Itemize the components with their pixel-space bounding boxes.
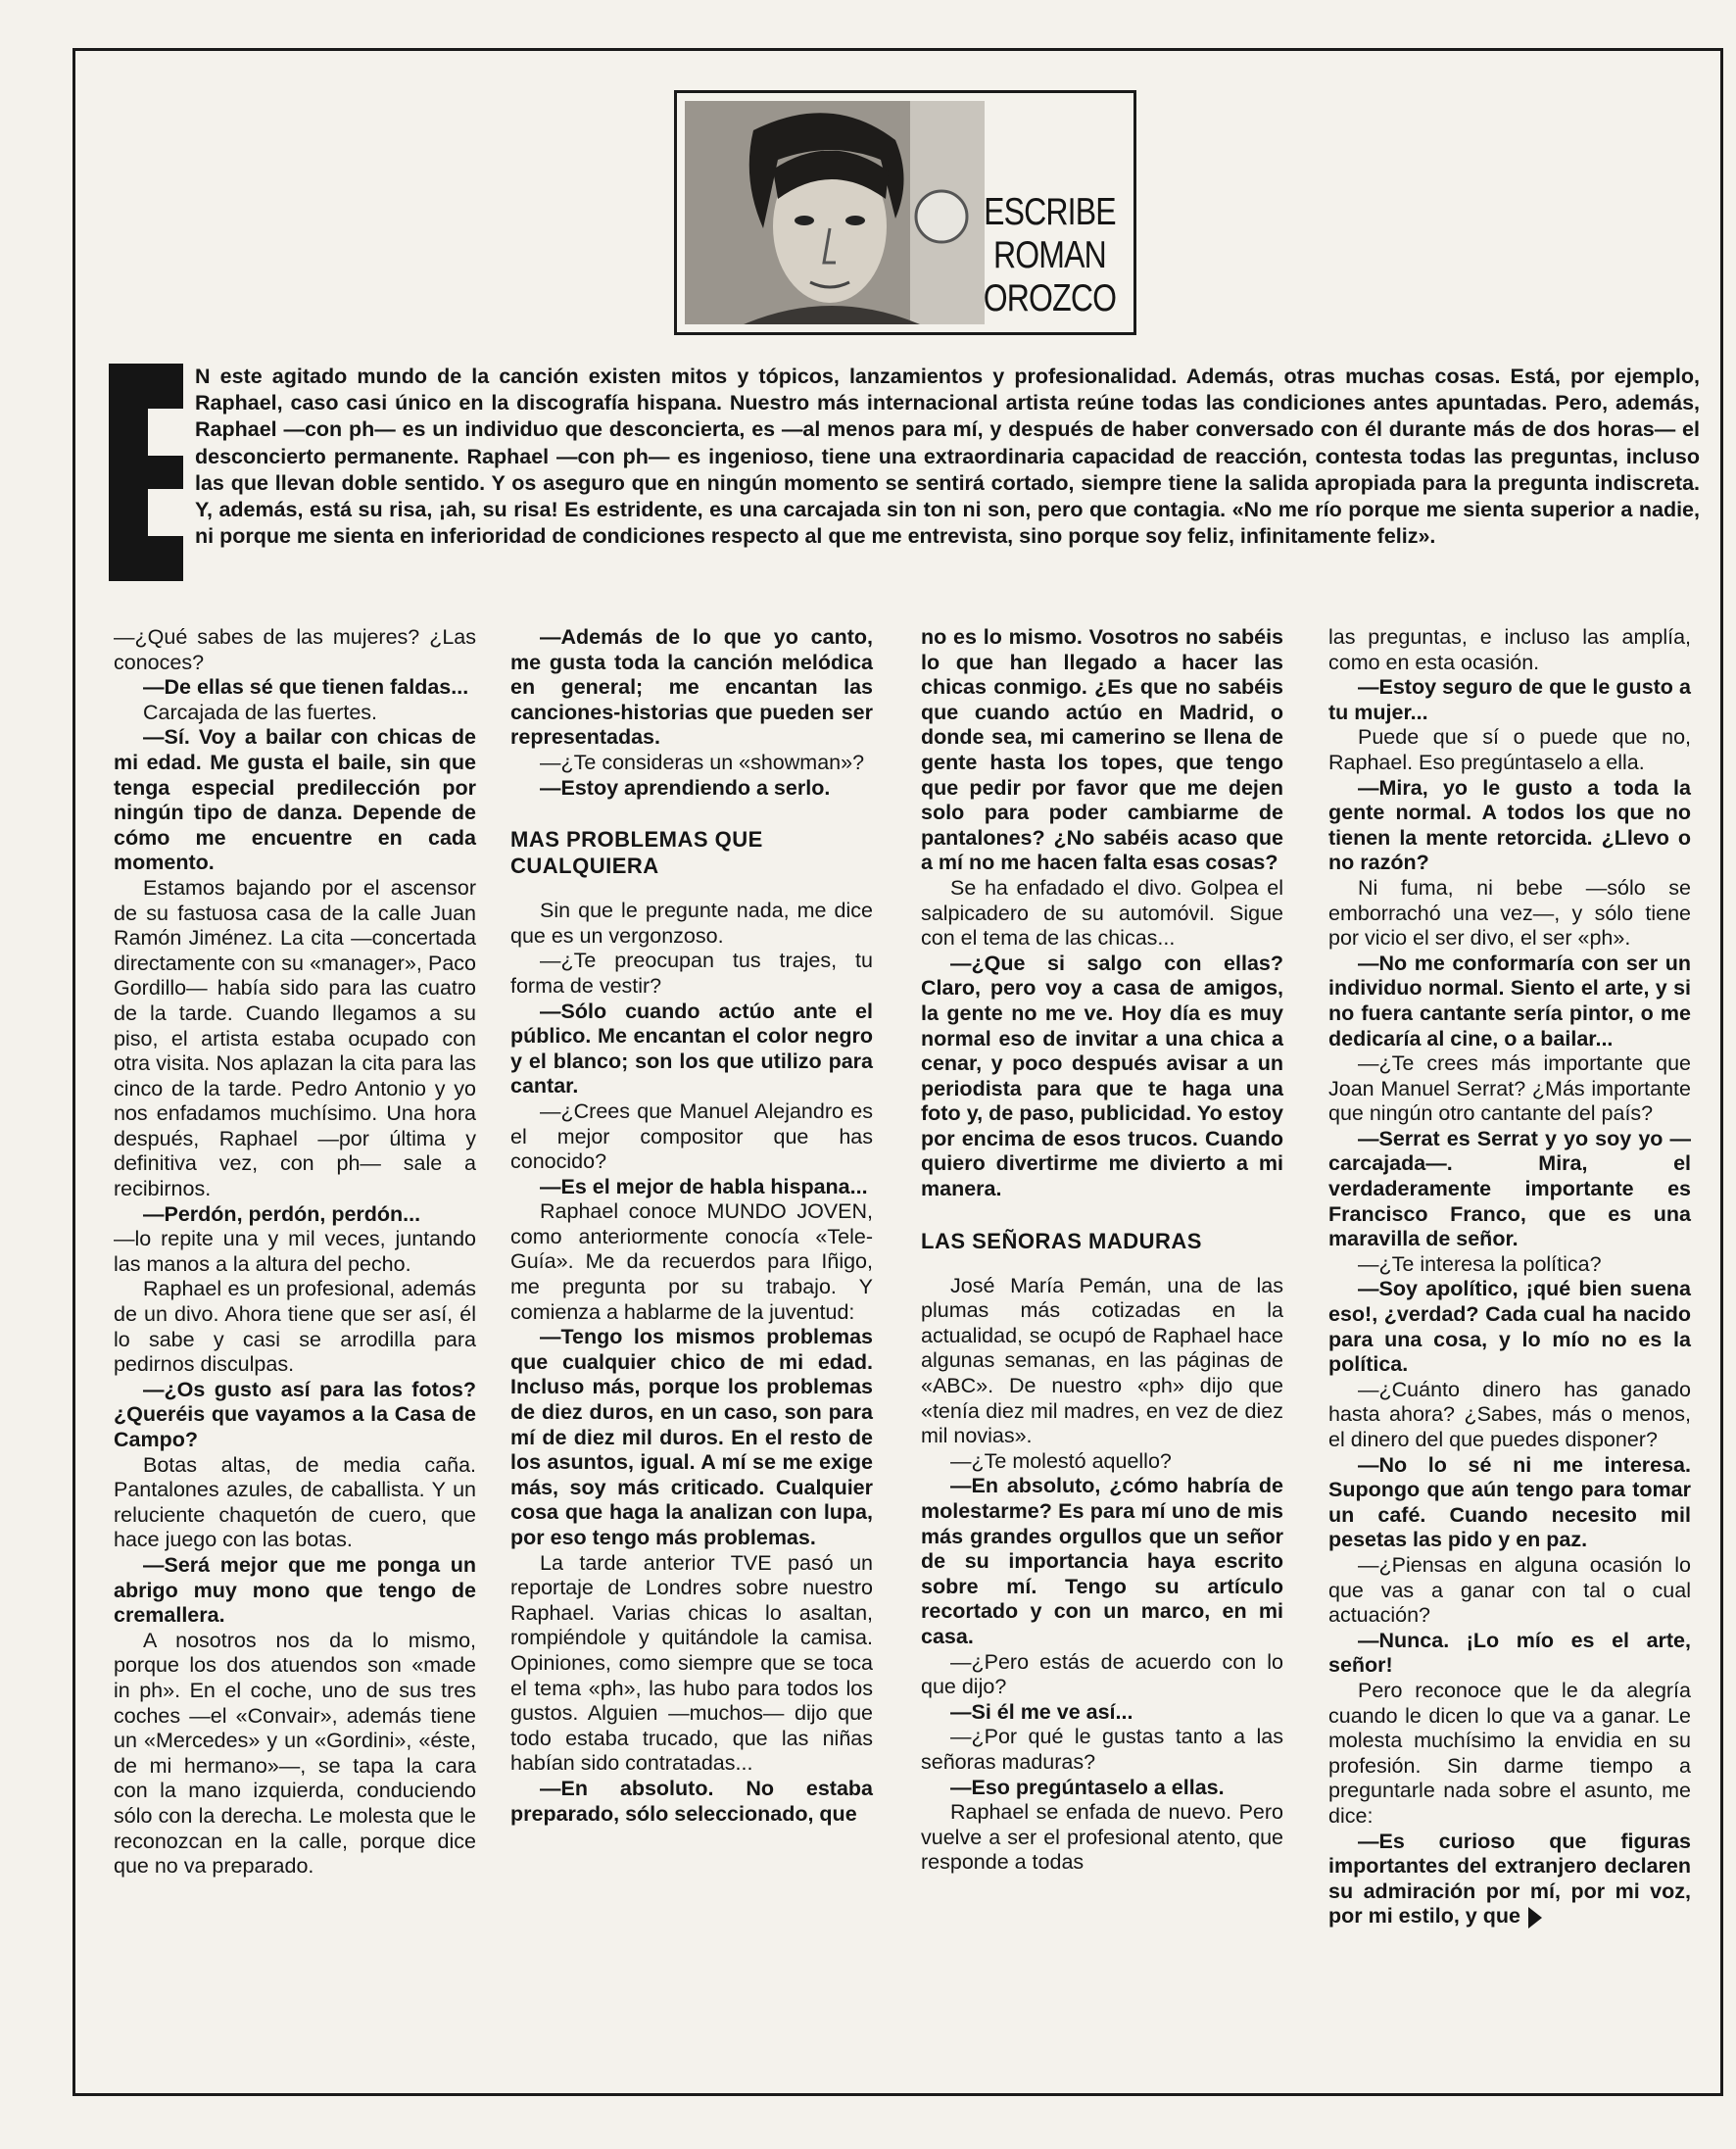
paragraph: —¿Qué sabes de las mujeres? ¿Las conoces?	[114, 625, 476, 674]
paragraph: Ni fuma, ni bebe —sólo se emborrachó una vez—, y sólo tiene por vicio el ser divo, el ser «ph».	[1328, 875, 1691, 951]
author-photo	[685, 101, 985, 324]
paragraph: —¿Piensas en alguna ocasión lo que vas a ganar con tal o cual actuación?	[1328, 1552, 1691, 1628]
section-heading: LAS SEÑORAS MADURAS	[921, 1228, 1202, 1253]
paragraph: José María Pemán, una de las plumas más cotizadas en la actualidad, se ocupó de Raphael hace algunas semanas, en las páginas de «ABC». De nuestro «ph» dijo que «tenía diez mil madres, en vez de diez mil novias».	[921, 1273, 1283, 1448]
paragraph: —Sólo cuando actúo ante el público. Me encantan el color negro y el blanco; son los que utilizo para cantar.	[510, 999, 873, 1099]
drop-cap-e	[109, 364, 183, 581]
byline	[984, 191, 1116, 320]
paragraph: —Perdón, perdón, perdón...	[143, 1201, 421, 1226]
paragraph: Raphael conoce MUNDO JOVEN, como anteriormente conocía «Tele-Guía». Me da recuerdos para Iñigo, me pregunta por su trabajo. Y comienza a hablarme de la juventud:	[510, 1199, 873, 1324]
byline-line-2: ROMAN	[992, 234, 1106, 276]
paragraph: —¿Crees que Manuel Alejandro es el mejor compositor que has conocido?	[510, 1099, 873, 1174]
column-3	[921, 625, 1283, 1876]
paragraph: —Eso pregúntaselo a ellas.	[950, 1775, 1225, 1799]
paragraph: —Nunca. ¡Lo mío es el arte, señor!	[1328, 1628, 1691, 1678]
paragraph: Sin que le pregunte nada, me dice que es un vergonzoso.	[510, 899, 873, 948]
paragraph: —De ellas sé que tienen faldas...	[143, 675, 469, 700]
intro-text: N este agitado mundo de la canción existen mitos y tópicos, lanzamientos y profesionalidad. Además, otras muchas cosas. Está, por ejemplo, Raphael, caso casi único en la discografía hispana. Nuestro más internacional artista reúne todas las condiciones antes apuntadas. Pero, además, Raphael —con ph— es un individuo que desconcierta, es —al menos para mí, y después de haber conversado con él durante más de dos horas— el desconcierto permanente. Raphael —con ph— es ingenioso, tiene una extraordinaria capacidad de reacción, contesta todas las preguntas, incluso las que llevan doble sentido. Y os aseguro que en ningún momento se sentirá cortado, siempre tiene la salida apropiada para la pregunta indiscreta. Y, además, está su risa, ¡ah, su risa! Es estridente, es una carcajada sin ton ni son, pero que contagia. «No me río porque me sienta superior a nadie, ni porque me sienta en inferioridad de condiciones respecto al que me entrevista, sino porque soy feliz, infinitamente feliz».	[195, 365, 1700, 549]
paragraph: —lo repite una y mil veces, juntando las manos a la altura del pecho.	[114, 1227, 476, 1276]
paragraph: —En absoluto. No estaba preparado, sólo seleccionado, que	[510, 1776, 873, 1826]
paragraph: Pero reconoce que le da alegría cuando le dicen lo que va a ganar. Le molesta muchísimo la envidia en su profesión. Sin darme tiempo a preguntarle nada sobre el asunto, me dice:	[1328, 1678, 1691, 1828]
section-heading: MAS PROBLEMAS QUE CUALQUIERA	[510, 827, 763, 879]
paragraph: Carcajada de las fuertes.	[143, 700, 378, 724]
paragraph: —Sí. Voy a bailar con chicas de mi edad. Me gusta el baile, sin que tenga especial predilección por ningún tipo de danza. Depende de cómo me encuentre en cada momento.	[114, 725, 476, 875]
column-4	[1328, 625, 1691, 1929]
column-2	[510, 625, 873, 1827]
paragraph: —¿Pero estás de acuerdo con lo que dijo?	[921, 1649, 1283, 1699]
intro-paragraph	[109, 364, 1700, 581]
paragraph: —No lo sé ni me interesa. Supongo que aún tengo para tomar un café. Cuando necesito mil pesetas las pido y en paz.	[1328, 1452, 1691, 1552]
paragraph: —Además de lo que yo canto, me gusta toda la canción melódica en general; me encantan las canciones-historias que pueden ser representadas.	[510, 625, 873, 750]
column-1	[114, 625, 476, 1880]
paragraph: Raphael se enfada de nuevo. Pero vuelve a ser el profesional atento, que responde a todas	[921, 1800, 1283, 1875]
paragraph: —Estoy aprendiendo a serlo.	[540, 775, 831, 800]
byline-line-1: ESCRIBE	[983, 191, 1116, 233]
paragraph: —¿Os gusto así para las fotos? ¿Queréis que vayamos a la Casa de Campo?	[114, 1377, 476, 1451]
paragraph: —¿Que si salgo con ellas? Claro, pero voy a casa de amigos, la gente no me ve. Hoy día es muy normal eso de invitar a una chica a cenar, y poco después avisar a un periodista para que te haga una foto y, de paso, publicidad. Yo estoy por encima de esos trucos. Cuando quiero divertirme me divierto a mi manera.	[921, 951, 1283, 1201]
continue-arrow-icon	[1528, 1907, 1542, 1929]
paragraph: Botas altas, de media caña. Pantalones azules, de caballista. Y un reluciente chaquetón de cuero, que hace juego con las botas.	[114, 1452, 476, 1552]
paragraph: —¿Te crees más importante que Joan Manuel Serrat? ¿Más importante que ningún otro cantante del país?	[1328, 1051, 1691, 1126]
paragraph: —Tengo los mismos problemas que cualquier chico de mi edad. Incluso más, porque los problemas de diez duros, en un caso, son para mí de diez mil duros. En el resto de los asuntos, igual. A mí se me exige más, soy más criticado. Cualquier cosa que haga la analizan con lupa, por eso tengo más problemas.	[510, 1325, 873, 1549]
paragraph: —Soy apolítico, ¡qué bien suena eso!, ¿verdad? Cada cual ha nacido para una cosa, y lo mío no es la política.	[1328, 1277, 1691, 1377]
paragraph: Estamos bajando por el ascensor de su fastuosa casa de la calle Juan Ramón Jiménez. La cita —concertada directamente con su «manager», Paco Gordillo— había sido para las cuatro de la tarde. Cuando llegamos a su piso, el artista estaba ocupado con otra visita. Nos aplazan la cita para las cinco de la tarde. Pedro Antonio y yo nos enfadamos muchísimo. Una hora después, Raphael —por última y definitiva vez, con ph— sale a recibirnos.	[114, 875, 476, 1201]
paragraph: —¿Te consideras un «showman»?	[540, 750, 865, 774]
paragraph: las preguntas, e incluso las amplía, como en esta ocasión.	[1328, 625, 1691, 674]
paragraph: —Será mejor que me ponga un abrigo muy mono que tengo de cremallera.	[114, 1552, 476, 1628]
paragraph-continued	[1328, 1830, 1691, 1929]
paragraph: A nosotros nos da lo mismo, porque los dos atuendos son «made in ph». En el coche, uno de sus tres coches —el «Convair», además tiene un «Mercedes» y un «Gordini», «éste, de mi hermano»—, se tapa la cara con la mano izquierda, conduciendo sólo con la derecha. Le molesta que le reconozcan en la calle, porque dice que no va preparado.	[114, 1628, 476, 1879]
paragraph: —No me conformaría con ser un individuo normal. Siento el arte, y si no fuera cantante sería pintor, o me dedicaría al cine, o a bailar...	[1328, 951, 1691, 1050]
paragraph: no es lo mismo. Vosotros no sabéis lo que han llegado a hacer las chicas conmigo. ¿Es que no sabéis que cuando actúo en Madrid, o donde sea, mi camerino se llena de gente hasta los topes, que tengo que pedir por favor que me dejen solo para poder cambiarme de pantalones? ¿No sabéis acaso que a mí no me hacen falta esas cosas?	[921, 625, 1283, 875]
paragraph: Se ha enfadado el divo. Golpea el salpicadero de su automóvil. Sigue con el tema de las chicas...	[921, 875, 1283, 951]
paragraph: —Es el mejor de habla hispana...	[540, 1174, 868, 1198]
paragraph: Puede que sí o puede que no, Raphael. Eso pregúntaselo a ella.	[1328, 725, 1691, 774]
paragraph: —¿Te preocupan tus trajes, tu forma de vestir?	[510, 949, 873, 998]
paragraph: —¿Cuánto dinero has ganado hasta ahora? ¿Sabes, más o menos, el dinero del que puedes disponer?	[1328, 1377, 1691, 1451]
paragraph: —Serrat es Serrat y yo soy yo —carcajada—. Mira, el verdaderamente importante es Francisco Franco, que es una maravilla de señor.	[1328, 1126, 1691, 1251]
paragraph: —¿Te molestó aquello?	[950, 1448, 1172, 1473]
paragraph: —Si él me ve así...	[950, 1699, 1133, 1724]
paragraph: —Estoy seguro de que le gusto a tu mujer...	[1328, 675, 1691, 724]
paragraph: —En absoluto, ¿cómo habría de molestarme? Es para mí uno de mis más grandes orgullos que un señor de su importancia haya escrito sobre mí. Tengo su artículo recortado y con un marco, en mi casa.	[921, 1474, 1283, 1648]
paragraph-text: —Es curioso que figuras importantes del extranjero declaren su admiración por mí, por mi voz, por mi estilo, y que	[1328, 1829, 1691, 1929]
paragraph: —¿Por qué le gustas tanto a las señoras maduras?	[921, 1725, 1283, 1774]
paragraph: Raphael es un profesional, además de un divo. Ahora tiene que ser así, él lo sabe y casi se arrodilla para pedirnos disculpas.	[114, 1277, 476, 1377]
paragraph: La tarde anterior TVE pasó un reportaje de Londres sobre nuestro Raphael. Varias chicas lo asaltan, rompiéndole y quitándole la camisa. Opiniones, como siempre que se toca el tema «ph», las hubo para todos los gustos. Alguien —muchos— dijo que todo estaba trucado, que las niñas habían sido contratadas...	[510, 1550, 873, 1776]
paragraph: —¿Te interesa la política?	[1358, 1251, 1602, 1276]
byline-box	[674, 90, 1136, 335]
paragraph: —Mira, yo le gusto a toda la gente normal. A todos los que no tienen la mente retorcida. ¿Llevo o no razón?	[1328, 775, 1691, 875]
byline-line-3: OROZCO	[983, 277, 1116, 319]
